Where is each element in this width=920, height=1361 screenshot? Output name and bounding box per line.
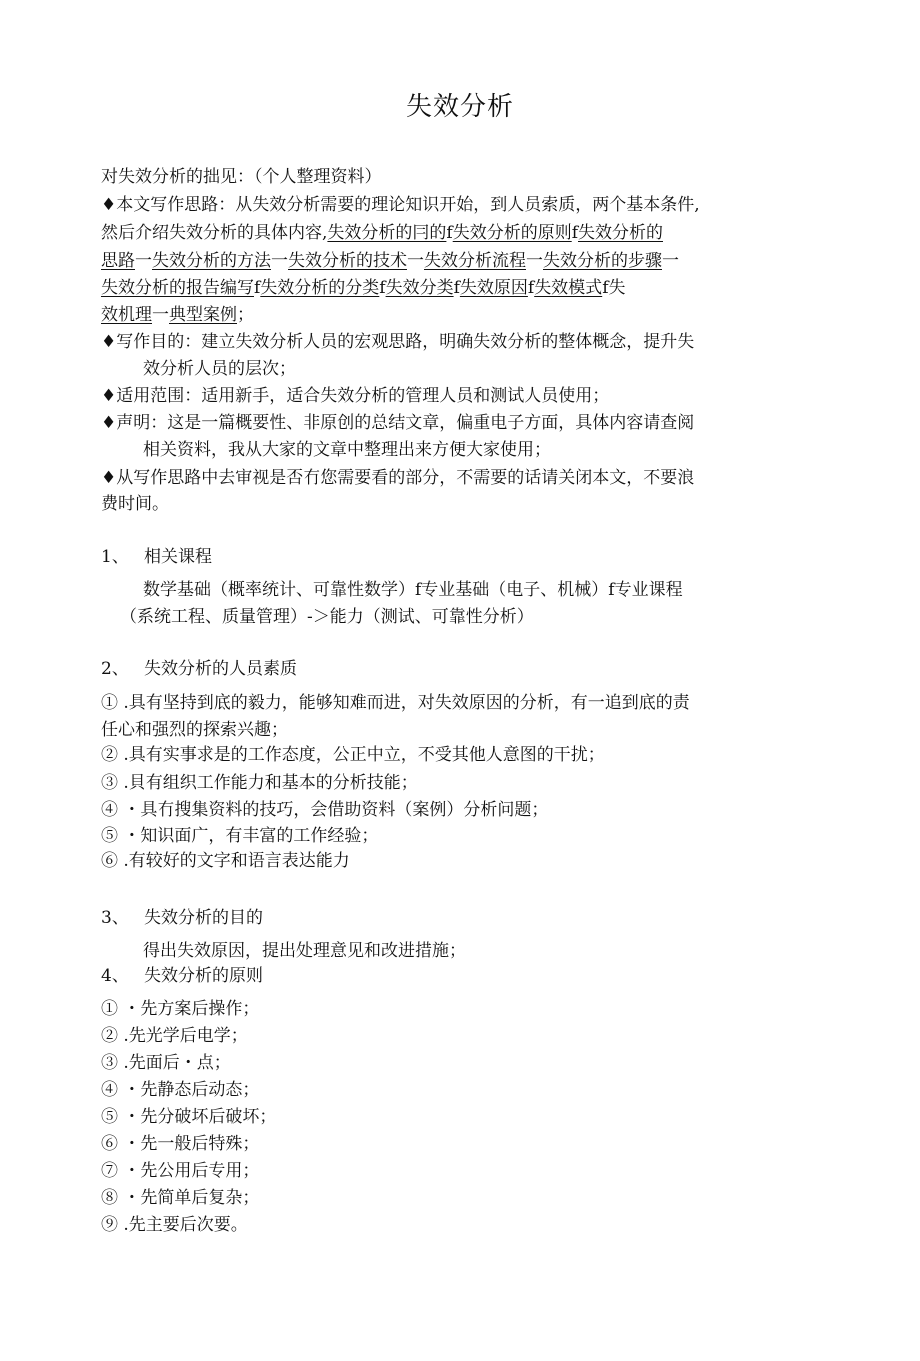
statement-line-2: 相关资料，我从大家的文章中整理出来方便大家使用；	[143, 440, 551, 460]
purpose-line-1: ♦写作目的：建立失效分析人员的宏观思路，明确失效分析的整体概念，提升失	[101, 332, 695, 352]
separator: 一	[407, 251, 424, 271]
list-item: ④ ・先静态后动态；	[101, 1080, 260, 1100]
link-typical-cases[interactable]: 典型案例	[169, 305, 237, 325]
scope-line: ♦适用范围：适用新手，适合失效分析的管理人员和测试人员使用；	[101, 386, 610, 406]
outline-line-2	[101, 221, 663, 245]
section-number: 4、	[101, 966, 129, 986]
link-failure-causes[interactable]: 失效原因	[459, 278, 528, 298]
link-failure-mechanism[interactable]: 效机理	[101, 305, 152, 325]
link-failure-analysis-thinking-part1[interactable]: 失效分析的	[578, 223, 663, 243]
list-item: ③ .先面后・点；	[101, 1053, 231, 1073]
separator: 一	[662, 251, 679, 271]
separator: 一	[271, 251, 288, 271]
intro-heading: 对失效分析的拙见：（个人整理资料）	[101, 167, 382, 187]
section-heading	[101, 545, 212, 569]
link-failure-analysis-methods[interactable]: 失效分析的方法	[152, 251, 271, 271]
list-item: ④ ・具冇搜集资料的技巧，会借助资料（案例）分析问题；	[101, 800, 549, 820]
link-failure-analysis-steps[interactable]: 失效分析的步骤	[543, 251, 662, 271]
list-item: 任心和强烈的探索兴趣；	[101, 720, 288, 740]
outline-line-5	[101, 303, 254, 327]
link-failure-analysis-report[interactable]: 失效分析的报告编写	[101, 278, 254, 298]
separator: f	[571, 223, 578, 243]
section-title: 失效分析的原则	[144, 966, 263, 986]
link-failure-analysis-technology[interactable]: 失效分析的技术	[288, 251, 407, 271]
outline-line-3	[101, 249, 679, 273]
list-item: ⑤ ・知识面广，有丰富的工作经验；	[101, 826, 379, 846]
list-item: ⑥ .有较好的文字和语言表达能力	[101, 851, 350, 871]
section-number: 2、	[101, 659, 129, 679]
separator: 一	[135, 251, 152, 271]
outline-prefix: 然后介绍失效分析的具体内容,	[101, 223, 328, 243]
separator: ；	[237, 305, 254, 325]
section-body-line: （系统工程、质量管理）-＞能力（测试、可靠性分析）	[120, 607, 534, 627]
link-failure-classification[interactable]: 失效分类	[385, 278, 454, 298]
outline-line-1: ♦本文写作思路：从失效分析需要的理论知识开始，到人员索质，两个基本条件,	[101, 195, 700, 215]
section-body-line: 数学基础（概率统计、可靠性数学）f专业基础（电子、机械）f专业课程	[143, 580, 683, 600]
section-title: 相关课程	[144, 547, 212, 567]
list-item: ⑦ ・先公用后专用；	[101, 1161, 260, 1181]
list-item: ② .具有实事求是的工作态度，公正中立，不受其他人意图的干扰；	[101, 745, 605, 765]
list-item: ⑧ ・先简单后复杂；	[101, 1188, 260, 1208]
separator: f	[527, 278, 535, 298]
link-failure-analysis-flow[interactable]: 失效分析流程	[424, 251, 526, 271]
statement-line-1: ♦声明：这是一篇概要性、非原创的总结文章，偏重电子方面，具体内容请查阅	[101, 413, 695, 433]
page-title: 失效分析	[405, 92, 514, 122]
link-failure-analysis-purpose[interactable]: 失效分析的冃的	[327, 223, 447, 243]
separator: f	[446, 223, 453, 243]
link-failure-modes[interactable]: 失效模式	[534, 278, 603, 298]
outline-tail: 失	[608, 278, 626, 298]
link-failure-analysis-principles[interactable]: 失效分析的原则	[452, 223, 572, 243]
separator: f	[602, 278, 609, 298]
list-item: ② .先光学后电学；	[101, 1026, 248, 1046]
list-item: ⑨ .先主要后次要。	[101, 1215, 248, 1235]
separator: f	[379, 278, 386, 298]
list-item: ⑤ ・先分破坏后破坏；	[101, 1107, 277, 1127]
separator: f	[453, 278, 460, 298]
advice-line-1: ♦从写作思路中去审视是否冇您需要看的部分，不需要的话请关闭本文，不要浪	[101, 468, 695, 488]
outline-line-4	[101, 276, 625, 300]
section-body-line: 得出失效原因，提出处理意见和改进措施；	[143, 941, 466, 961]
link-failure-analysis-classification[interactable]: 失效分析的分类	[260, 278, 380, 298]
section-number: 3、	[101, 908, 129, 928]
separator: f	[254, 278, 261, 298]
separator: 一	[152, 305, 169, 325]
separator: 一	[526, 251, 543, 271]
link-failure-analysis-thinking-part2[interactable]: 思路	[101, 251, 135, 271]
list-item: ① ・先方案后操作；	[101, 999, 260, 1019]
section-title: 失效分析的目的	[144, 908, 263, 928]
list-item: ⑥ ・先一般后特殊；	[101, 1134, 260, 1154]
section-title: 失效分析的人员素质	[144, 659, 297, 679]
list-item: ① .具有坚持到底的毅力，能够知难而进，对失效原因的分析，有一追到底的责	[101, 693, 690, 713]
advice-line-2: 费时间。	[101, 494, 169, 514]
purpose-line-2: 效分析人员的层次；	[143, 359, 296, 379]
section-heading	[101, 964, 263, 988]
section-heading	[101, 906, 263, 930]
list-item: ③ .貝有组织工作能力和基本的分析技能；	[101, 773, 418, 793]
section-heading	[101, 657, 297, 681]
section-number: 1、	[101, 547, 129, 567]
